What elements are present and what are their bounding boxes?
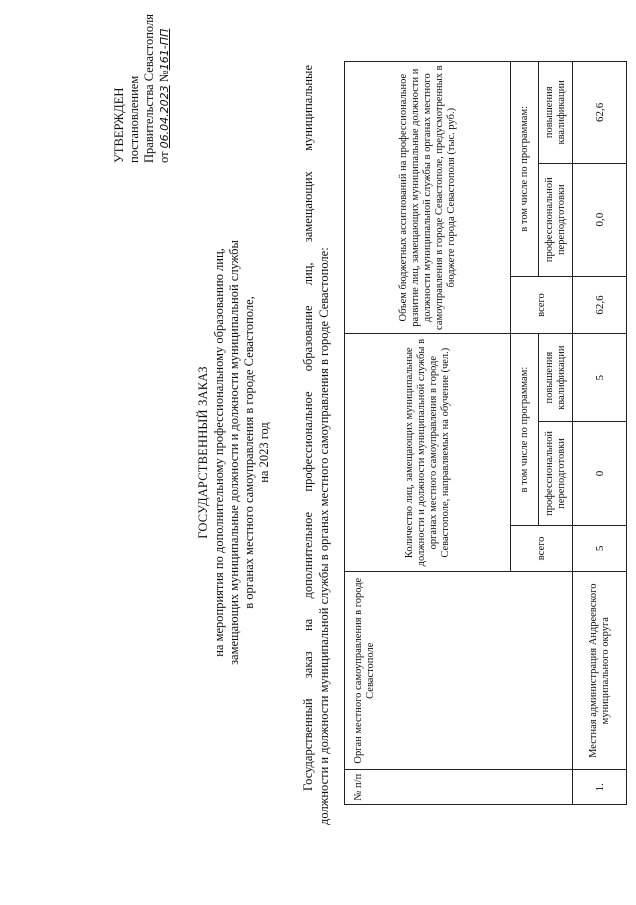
approval-stamp [112,14,172,163]
approved-heading: УТВЕРЖДЕН [112,87,126,163]
approval-date-line [157,23,172,163]
title-line-1: на мероприятия по дополнительному профессиональному образованию лиц, [212,248,226,657]
table-row [573,62,627,805]
title-line-2: замещающих муниципальные должности и должности муниципальной службы [227,240,241,665]
approval-number: 161-ПП [158,28,171,71]
approved-by-line: постановлением [127,75,141,163]
document-title-block [196,80,272,825]
header-budget-qualification: повышения квалификации [539,62,573,164]
header-count: Количество лиц, замещающих муниципальные должности и должности муниципальной службы в органах местного самоуправления в городе Севастополе, направляемых на обучение (чел.) [345,334,511,572]
cell-organ: Местная администрация Андреевского муниципального округа [573,571,627,769]
intro-line-1: Государственный заказ на дополнительное профессиональное образование лиц, замещающих муниципальные [301,65,315,791]
cell-count-retraining: 0 [573,422,627,526]
cell-budget-qualification: 62,6 [573,62,627,164]
cell-budget-total: 62,6 [573,276,627,334]
header-budget-total: всего [511,276,573,334]
title-line-4: на 2023 год [257,422,271,483]
approval-date: 06.04.2023 [158,85,171,149]
approved-government: Правительства Севастополя [142,14,156,163]
header-organ: Орган местного самоуправления в городе Севастополе [345,571,573,769]
header-budget-retraining: профессиональной переподготовки [539,163,573,276]
date-prefix: от [157,151,171,163]
cell-count-qualification: 5 [573,334,627,422]
table-header-row [345,62,511,805]
intro-line-2: должности и должности муниципальной службы в органах местного самоуправления в городе Севастополе: [317,247,331,825]
header-count-incl: в том числе по программам: [511,334,539,526]
header-count-total: всего [511,525,573,571]
header-budget: Объем бюджетных ассигнований на профессиональное развитие лиц, замещающих муниципальные должности и должности муниципальной службы в органах местного самоуправления в городе Севастополе, предусмотренных в бюджете города Севастополя (тыс. руб.) [345,62,511,334]
cell-num: 1. [573,770,627,805]
order-table [344,61,627,805]
intro-paragraph [300,65,332,825]
number-prefix: № [157,70,171,83]
header-count-qualification: повышения квалификации [539,334,573,422]
header-budget-incl: в том числе по программам: [511,62,539,277]
header-num: № п/п [345,770,573,805]
cell-budget-retraining: 0,0 [573,163,627,276]
title-line-3: в органах местного самоуправления в городе Севастополе, [242,296,256,609]
cell-count-total: 5 [573,525,627,571]
document-title: ГОСУДАРСТВЕННЫЙ ЗАКАЗ [196,366,210,539]
header-count-retraining: профессиональной переподготовки [539,422,573,526]
